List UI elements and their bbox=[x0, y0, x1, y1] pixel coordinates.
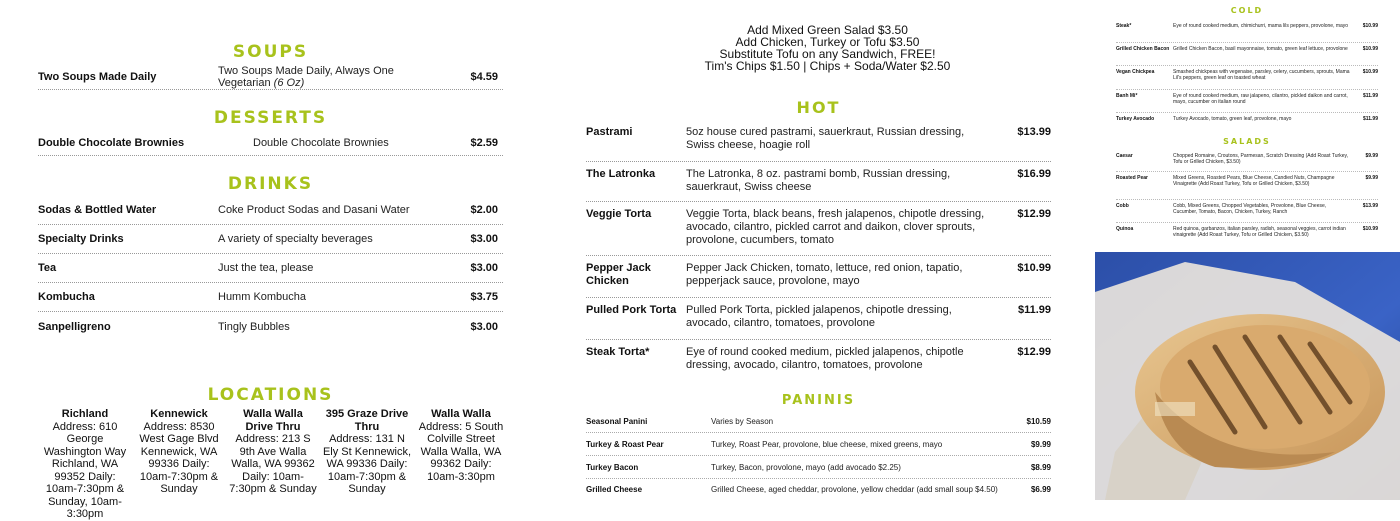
hot-title: HOT bbox=[796, 98, 841, 117]
menu-row-soup[interactable] bbox=[38, 64, 503, 90]
item-price: $6.99 bbox=[1030, 485, 1051, 494]
item-name: Roasted Pear bbox=[1116, 175, 1148, 181]
location-card[interactable] bbox=[132, 408, 226, 521]
menu-row-drink[interactable] bbox=[38, 283, 503, 312]
item-name: Grilled Chicken Bacon bbox=[1116, 46, 1170, 52]
item-name: Kombucha bbox=[38, 291, 95, 303]
menu-row-hot[interactable] bbox=[586, 340, 1051, 380]
item-desc: Just the tea, please bbox=[218, 262, 314, 274]
menu-row-hot[interactable] bbox=[586, 202, 1051, 256]
drinks-title: DRINKS bbox=[227, 174, 314, 194]
item-price: $3.00 bbox=[470, 320, 498, 333]
promo-block bbox=[560, 24, 1095, 72]
item-desc: Chopped Romaine, Croutons, Parmesan, Scratch Dressing (Add Roast Turkey, Tofu or Grilled Chicken, $3.50) bbox=[1173, 153, 1348, 165]
item-name: Steak* bbox=[1116, 23, 1132, 29]
item-price: $9.99 bbox=[1365, 153, 1378, 159]
salads-title: SALADS bbox=[1223, 137, 1271, 146]
item-desc: Smashed chickpeas with vegenaise, parsley, celery, cucumbers, sprouts, Mama Lil's peppers, green leaf on toasted wheat bbox=[1173, 69, 1350, 81]
item-price: $11.99 bbox=[1362, 93, 1378, 99]
item-price: $3.00 bbox=[470, 233, 498, 245]
item-price: $8.99 bbox=[1030, 462, 1051, 472]
item-desc: Tingly Bubbles bbox=[218, 320, 290, 333]
menu-row-dessert[interactable] bbox=[38, 130, 503, 156]
item-name: Double Chocolate Brownies bbox=[38, 136, 185, 149]
item-desc: Pepper Jack Chicken, tomato, lettuce, red onion, tapatio, pepperjack sauce, provolone, mayo bbox=[686, 262, 963, 287]
panini-photo-svg bbox=[1095, 252, 1400, 500]
location-name: Walla Walla Drive Thru bbox=[243, 408, 303, 433]
item-name: Quinoa bbox=[1116, 226, 1134, 232]
location-details: Address: 213 S 9th Ave Walla Walla, WA 99362 Daily: 10am-7:30pm & Sunday bbox=[229, 433, 317, 495]
panini-photo bbox=[1095, 252, 1400, 500]
item-price: $10.59 bbox=[1026, 416, 1051, 426]
item-name: Specialty Drinks bbox=[38, 233, 124, 245]
menu-row-salad[interactable] bbox=[1116, 200, 1378, 223]
item-price: $12.99 bbox=[1017, 208, 1051, 220]
item-name: Caesar bbox=[1116, 153, 1133, 159]
item-name: Steak Torta* bbox=[586, 346, 650, 358]
promo-line: Add Chicken, Turkey or Tofu $3.50 bbox=[735, 35, 920, 49]
item-name: Grilled Cheese bbox=[586, 485, 643, 494]
item-price: $13.99 bbox=[1362, 203, 1378, 209]
item-name: The Latronka bbox=[586, 168, 656, 180]
location-details: Address: 5 South Colville Street Walla Walla, WA 99362 Daily: 10am-3:30pm bbox=[418, 420, 504, 483]
locations-title: LOCATIONS bbox=[207, 385, 334, 405]
desserts-title: DESSERTS bbox=[213, 108, 328, 128]
item-desc: Eye of round cooked medium, pickled jalapenos, chipotle dressing, avocado, cilantro, tomatoes, provolone bbox=[686, 346, 964, 371]
item-price: $10.99 bbox=[1362, 226, 1378, 232]
item-name: Pepper Jack Chicken bbox=[586, 262, 651, 287]
item-desc: Mixed Greens, Roasted Pears, Blue Cheese, Candied Nuts, Champagne Vinaigrette (Add Roast Turkey, Tofu or Grilled Chicken, $3.50) bbox=[1173, 175, 1335, 187]
location-name: 395 Graze Drive Thru bbox=[325, 408, 409, 433]
location-name: Walla Walla bbox=[431, 408, 491, 420]
location-card[interactable] bbox=[226, 408, 320, 521]
item-name: Turkey & Roast Pear bbox=[586, 439, 664, 449]
menu-row-panini[interactable] bbox=[586, 456, 1051, 479]
location-details: Address: 131 N Ely St Kennewick, WA 99336 Daily: 10am-7:30pm & Sunday bbox=[322, 433, 412, 495]
item-name: Cobb bbox=[1116, 203, 1129, 209]
menu-row-cold[interactable] bbox=[1116, 20, 1378, 43]
item-desc: A variety of specialty beverages bbox=[218, 233, 373, 245]
item-name: Two Soups Made Daily bbox=[38, 70, 157, 83]
item-price: $9.99 bbox=[1030, 439, 1051, 449]
menu-row-cold[interactable] bbox=[1116, 43, 1378, 66]
location-name: Richland bbox=[61, 408, 109, 420]
item-price: $9.99 bbox=[1365, 175, 1378, 181]
soups-title: SOUPS bbox=[232, 42, 309, 62]
item-price: $12.99 bbox=[1017, 346, 1051, 358]
item-desc: Red quinoa, garbanzos, italian parsley, radish, seasonal veggies, carrot indian vinaigrette (Add Roast Turkey, Tofu or Grilled Chicken, $3.50) bbox=[1173, 226, 1346, 238]
item-desc: Pulled Pork Torta, pickled jalapenos, chipotle dressing, avocado, cilantro, tomatoes, provolone bbox=[686, 304, 952, 329]
item-desc: Eye of round cooked medium, raw jalapeno, cilantro, pickled daikon and carrot, mayo, cucumber on italian round bbox=[1173, 93, 1348, 105]
menu-row-salad[interactable] bbox=[1116, 151, 1378, 172]
item-price: $10.99 bbox=[1362, 46, 1378, 52]
item-name: Pulled Pork Torta bbox=[586, 304, 677, 316]
item-name: Sanpelligreno bbox=[38, 320, 111, 333]
item-desc: Humm Kombucha bbox=[218, 291, 307, 303]
item-desc: Grilled Chicken Bacon, basil mayonnaise, tomato, green leaf lettuce, provolone bbox=[1173, 46, 1348, 52]
menu-row-panini[interactable] bbox=[586, 433, 1051, 456]
item-desc: The Latronka, 8 oz. pastrami bomb, Russian dressing, sauerkraut, Swiss cheese bbox=[686, 168, 951, 193]
menu-row-drink[interactable] bbox=[38, 196, 503, 225]
paninis-title: PANINIS bbox=[781, 393, 856, 408]
item-price: $2.59 bbox=[470, 136, 498, 149]
item-desc: Turkey, Roast Pear, provolone, blue cheese, mixed greens, mayo bbox=[711, 439, 943, 449]
menu-row-cold[interactable] bbox=[1116, 66, 1378, 90]
menu-row-drink[interactable] bbox=[38, 254, 503, 283]
location-card[interactable] bbox=[320, 408, 414, 521]
item-name: Sodas & Bottled Water bbox=[38, 204, 157, 216]
item-price: $11.99 bbox=[1362, 116, 1378, 122]
item-name: Turkey Avocado bbox=[1116, 116, 1155, 122]
item-desc: Veggie Torta, black beans, fresh jalapenos, chipotle dressing, avocado, cilantro, pickled carrot and daikon, clover sprouts, provolone, cucumbers, tomato bbox=[686, 208, 985, 246]
item-name: Tea bbox=[38, 262, 57, 274]
menu-row-panini[interactable] bbox=[586, 479, 1051, 500]
cold-title: COLD bbox=[1230, 6, 1264, 15]
item-price: $10.99 bbox=[1362, 23, 1378, 29]
menu-row-panini[interactable] bbox=[586, 410, 1051, 433]
location-name: Kennewick bbox=[150, 408, 208, 420]
menu-row-hot[interactable] bbox=[586, 256, 1051, 298]
menu-row-cold[interactable] bbox=[1116, 113, 1378, 130]
item-name: Pastrami bbox=[586, 126, 633, 138]
item-price: $13.99 bbox=[1017, 126, 1051, 138]
item-desc: Grilled Cheese, aged cheddar, provolone, yellow cheddar (add small soup $4.50) bbox=[711, 485, 998, 494]
item-name: Seasonal Panini bbox=[586, 416, 648, 426]
item-price: $11.99 bbox=[1017, 304, 1051, 316]
item-name: Veggie Torta bbox=[586, 208, 652, 220]
item-desc: 5oz house cured pastrami, sauerkraut, Russian dressing, Swiss cheese, hoagie roll bbox=[686, 126, 965, 151]
item-desc: Varies by Season bbox=[711, 416, 774, 426]
menu-row-cold[interactable] bbox=[1116, 90, 1378, 113]
item-name: Banh Mi* bbox=[1116, 93, 1138, 99]
item-price: $10.99 bbox=[1017, 262, 1051, 274]
menu-row-salad[interactable] bbox=[1116, 223, 1378, 247]
menu-row-hot[interactable] bbox=[586, 298, 1051, 340]
promo-line: Tim's Chips $1.50 | Chips + Soda/Water $2.50 bbox=[704, 59, 951, 73]
location-details: Address: 8530 West Gage Blvd Kennewick, WA 99336 Daily: 10am-7:30pm & Sunday bbox=[139, 420, 219, 495]
item-desc: Two Soups Made Daily, Always One Vegetarian (6 Oz) bbox=[218, 64, 394, 89]
item-desc: Coke Product Sodas and Dasani Water bbox=[218, 204, 410, 216]
item-desc: Double Chocolate Brownies bbox=[253, 136, 389, 149]
item-desc: Turkey, Bacon, provolone, mayo (add avocado $2.25) bbox=[711, 462, 901, 472]
promo-line: Add Mixed Green Salad $3.50 bbox=[747, 23, 908, 37]
menu-row-hot[interactable] bbox=[586, 120, 1051, 162]
item-desc: Eye of round cooked medium, chimichurri, mama lils peppers, provolone, mayo bbox=[1173, 23, 1349, 29]
locations-grid bbox=[38, 408, 508, 521]
menu-row-drink[interactable] bbox=[38, 225, 503, 254]
location-details: Address: 610 George Washington Way Richland, WA 99352 Daily: 10am-7:30pm & Sunday, 10am-3:30pm bbox=[43, 420, 127, 520]
location-card[interactable] bbox=[38, 408, 132, 521]
location-card[interactable] bbox=[414, 408, 508, 521]
item-price: $2.00 bbox=[470, 204, 498, 216]
item-price: $10.99 bbox=[1362, 69, 1378, 75]
item-desc: Turkey Avocado, tomato, green leaf, provolone, mayo bbox=[1173, 116, 1292, 122]
menu-row-hot[interactable] bbox=[586, 162, 1051, 202]
item-name: Turkey Bacon bbox=[586, 462, 639, 472]
item-desc: Cobb, Mixed Greens, Chopped Vegetables, Provolone, Blue Cheese, Cucumber, Tomato, Bacon, Chicken, Turkey, Ranch bbox=[1173, 203, 1327, 215]
menu-row-salad[interactable] bbox=[1116, 172, 1378, 200]
promo-line: Substitute Tofu on any Sandwich, FREE! bbox=[719, 47, 936, 61]
item-price: $4.59 bbox=[470, 70, 498, 83]
item-price: $16.99 bbox=[1017, 168, 1051, 180]
item-price: $3.75 bbox=[470, 291, 498, 303]
menu-row-drink[interactable] bbox=[38, 312, 503, 341]
item-name: Vegan Chickpea bbox=[1116, 69, 1155, 75]
item-price: $3.00 bbox=[470, 262, 498, 274]
